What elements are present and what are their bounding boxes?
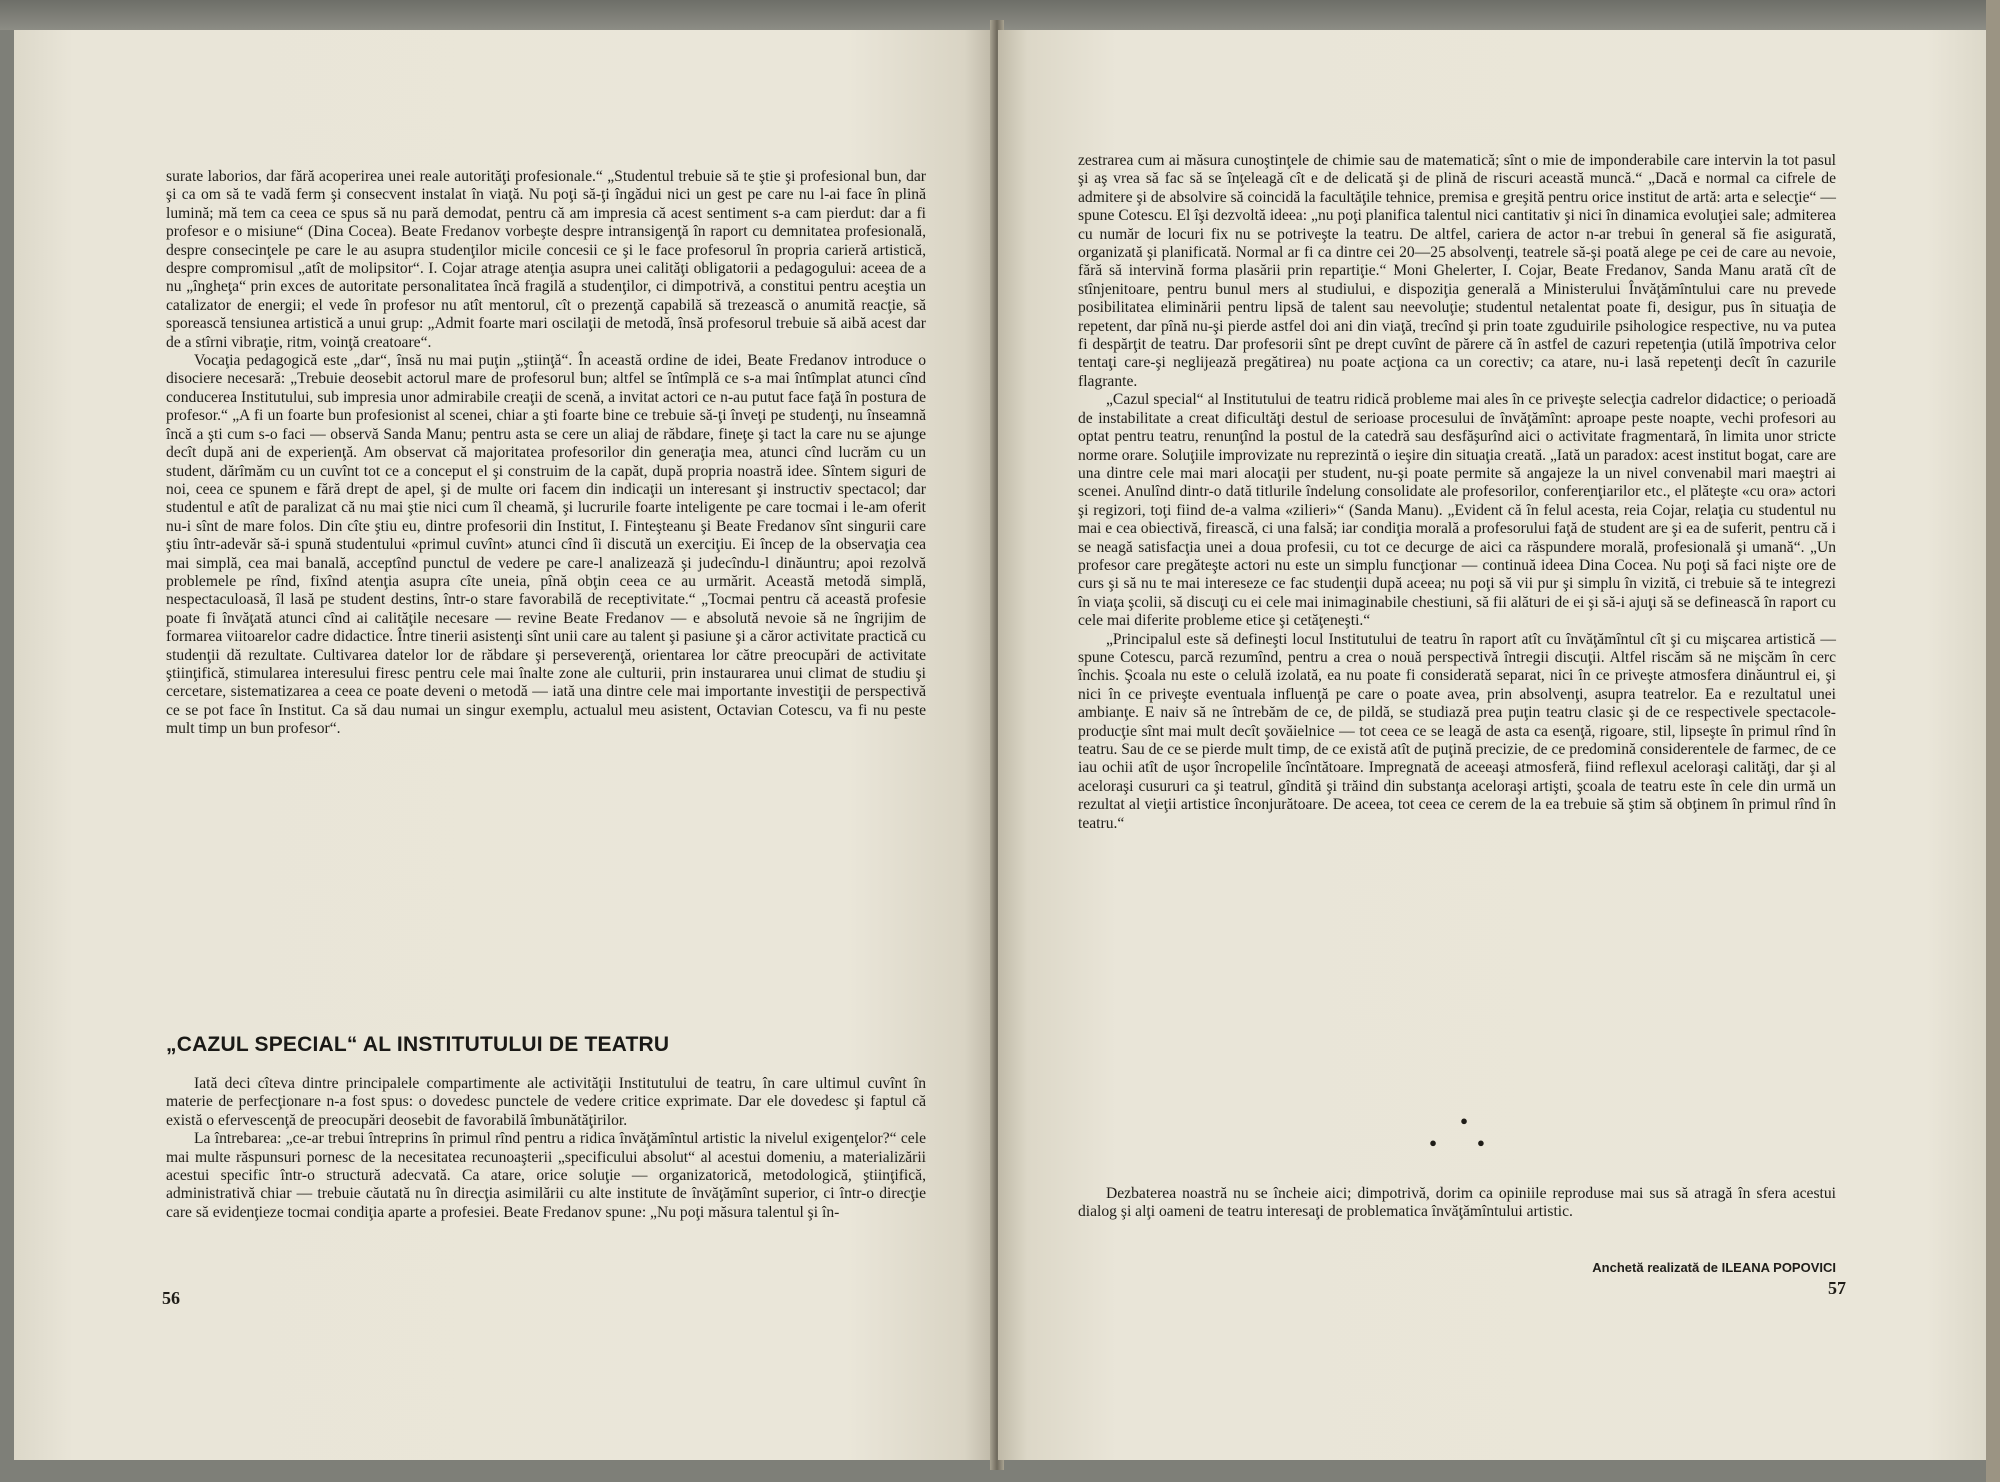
paragraph: Iată deci cîteva dintre principalele compartimente ale activităţii Institutului de teatru, în care ultimul cuvînt în materie de perfecţionare n-a fost spus: o dovedesc punctele de vedere critice exprimate. Dar ele dovedesc şi faptul că există o efervescenţă de preocupări deosebit de favorabilă îmbunătăţirilor. — [166, 1075, 926, 1129]
paragraph: „Cazul special“ al Institutului de teatru ridică probleme mai ales în ce priveşte selecţia cadrelor didactice; o perioadă de instabilitate a creat dificultăţi destul de serioase procesului de învăţămînt: aproape peste noapte, vechi profesori au optat pentru teatru, renunţînd la postul de la catedră sau desfăşurînd aici o activitate fragmentară, în limita unor stricte norme orare. Soluţiile improvizate nu reprezintă o ieşire din situaţia creată. „Iată un paradox: acest institut bogat, care are una dintre cele mai mari alocaţii per student, nu-şi poate permite să angajeze la un nivel convenabil mari maeştri ai scenei. Anulînd dintr-o dată titlurile îndelung consolidate ale profesorilor, conferenţiarilor etc., el plăteşte «cu ora» actori şi regizori, toţi fiind de-a valma «zilieri»“ (Sanda Manu). „Evident că în felul acesta, reia Cojar, relaţia cu studentul nu mai e cea obiectivă, firească, ci una falsă; iar condiţia morală a profesorului faţă de student are şi ea de suferit, pentru că i se neagă satisfacţia unei a doua profesii, cu tot ce decurge de aici ca răspundere morală, profesională şi umană“. „Un profesor care pregăteşte actori nu este un simplu funcţionar — continuă ideea Dina Cocea. Nu poţi să faci nişte ore de curs şi să nu te mai intereseze ce fac studenţii după aceea; nu poţi să vii pur şi simplu în vizită, ci trebuie să te integrezi în viaţa şcolii, să discuţi cu ei cele mai inimaginabile chestiuni, să fii alături de ei şi să-i ajuţi să se definească în raport cu cele mai diferite probleme etice şi cetăţeneşti.“ — [1078, 391, 1836, 630]
paragraph: La întrebarea: „ce-ar trebui întreprins în primul rînd pentru a ridica învăţămîntul artistic la nivelul exigenţelor?“ cele mai multe răspunsuri pornesc de la necesitatea recunoaşterii „specificului absolut“ al acestui domeniu, a materializării acestui specific într-o structură adecvată. Ca atare, orice soluţie — organizatorică, metodologică, ştiinţifică, administrativă chiar — trebuie căutată nu în direcţia asimilării cu alte institute de învăţămînt superior, ci într-o direcţie care să evidenţieze tocmai condiţia aparte a profesiei. Beate Fredanov spune: „Nu poţi măsura talentul şi în- — [166, 1130, 926, 1221]
page-number: 56 — [162, 1288, 180, 1308]
page-number: 57 — [1828, 1278, 1846, 1298]
book-cover-edge — [1986, 0, 2000, 1482]
right-page — [998, 30, 1986, 1460]
paragraph: surate laborios, dar fără acoperirea unei reale autorităţi profesionale.“ „Studentul trebuie să te ştie şi profesional bun, dar şi ca om să te vadă ferm şi consecvent instalat în viaţă. Nu poţi să-ţi îngădui nici un gest pe care nu l-ai face în plină lumină; mă tem ca ceea ce spus să nu pară demodat, pentru că am impresia că acest sentiment s-a cam pierdut: dar a fi profesor e o misiune“ (Dina Cocea). Beate Fredanov vorbeşte despre intransigenţă în raport cu demnitatea profesională, despre consecinţele pe care le au asupra studenţilor micile concesii ce şi le face profesorul în propria carieră artistică, despre compromisul „atît de molipsitor“. I. Cojar atrage atenţia asupra unei calităţi obligatorii a pedagogului: aceea de a nu „îngheţa“ prin exces de autoritate personalitatea încă fragilă a studenţilor, ci dimpotrivă, a constitui pentru aceştia un catalizator de energii; el vede în profesor nu atît mentorul, cît o prezenţă capabilă să trezească o anumită reacţie, să sporească tensiunea artistică a unui grup: „Admit foarte mari oscilaţii de metodă, însă profesorul trebuie să aibă acest dar de a stîrni vibraţie, ritm, voinţă creatoare“. — [166, 168, 926, 351]
left-page-section-body — [166, 1075, 926, 1222]
star-icon: ● — [1460, 1113, 1468, 1128]
closing-note — [1078, 1185, 1836, 1222]
left-page — [14, 30, 994, 1460]
paragraph: zestrarea cum ai măsura cunoştinţele de chimie sau de matematică; sînt o mie de imponderabile care intervin la tot pasul şi aş vrea să fac să se înţeleagă cît e de delicată şi de plină de riscuri această muncă.“ „Dacă e normal ca cifrele de admitere şi de absolvire să coincidă la facultăţile tehnice, premisa e greşită pentru orice institut de artă: arta e selecţie“ — spune Cotescu. El îşi dezvoltă ideea: „nu poţi planifica talentul nici cantitativ şi nici în dinamica evoluţiei sale; admiterea cu număr de locuri fix nu se potriveşte la teatru. De altfel, cariera de actor n-ar trebui în general să fie asigurată, organizată şi planificată. Normal ar fi ca dintre cei 20—25 absolvenţi, teatrele să-şi poată alege pe cei de care au nevoie, fără să intervină forma plasării prin repartiţie.“ Moni Ghelerter, I. Cojar, Beate Fredanov, Sanda Manu arată cît de stînjenitoare, pentru bunul mers al studiului, e dispoziţia generală a Ministerului Învăţămîntului care nu prevede posibilitatea eliminării pentru lipsă de talent sau neevoluţie; studentul netalentat poate fi, desigur, pus în situaţia de repetent, dar pînă nu-şi pierde astfel doi ani din viaţă, trecînd şi prin toate zguduirile psihologice respective, nu va putea fi despărţit de teatru. Dar profesorii sînt pe drept cuvînt de părere că în astfel de cazuri repetenţia (utilă împotriva celor tentaţi care-şi neglijează pregătirea) nu poate acţiona ca un corectiv; ca atare, nu-i lasă repetenţi decît în cazurile flagrante. — [1078, 152, 1836, 390]
right-page-body — [1078, 152, 1836, 833]
paragraph: „Principalul este să defineşti locul Institutului de teatru în raport atît cu învăţămîntul cît şi cu mişcarea artistică — spune Cotescu, parcă rezumînd, pentru a crea o nouă perspectivă întregii discuţii. Altfel riscăm să ne mişcăm în cerc închis. Şcoala nu este o celulă izolată, ea nu poate fi considerată separat, nici în ce priveşte atmosfera dinăuntrul ei, şi nici în ce priveşte eventuala influenţă pe care o poate avea, prin absolvenţi, asupra teatrelor. Ea e rezultatul unei ambianţe. E naiv să ne întrebăm de ce, de pildă, se studiază prea puţin teatru clasic şi de ce respectivele spectacole-producţie sînt mai mult decît şovăielnice — tot ceea ce se leagă de asta ca esenţă, rigoare, stil, lipseşte în primul rînd în teatru. Sau de ce se pierde mult timp, de ce există atît de puţină precizie, de ce predomină considerentele de farmec, de ce iau ochii atît de uşor încropelile încîntătoare. Impregnată de aceeaşi atmosferă, fiind reflexul aceloraşi calităţi, dar şi al aceloraşi cusururi ca şi teatrul, gîndită şi trăind din substanţa aceloraşi artişti, şcoala de teatru este în cele din urmă un rezultat al vieţii artistice înconjurătoare. De aceea, tot ceea ce cerem de la ea trebuie să ştim să obţinem în primul rînd în teatru.“ — [1078, 630, 1836, 832]
left-page-body — [166, 168, 926, 739]
section-heading: „CAZUL SPECIAL“ AL INSTITUTULUI DE TEATRU — [166, 1033, 670, 1056]
paragraph: Vocaţia pedagogică este „dar“, însă nu mai puţin „ştiinţă“. În această ordine de idei, Beate Fredanov introduce o disociere necesară: „Trebuie deosebit actorul mare de profesorul bun; altfel se întîmplă ce s-a mai întîmplat atunci cînd conducerea Institutului, sub impresia unor admirabile creaţii de scenă, a invitat actori ce n-au putut face faţă în postura de profesor.“ „A fi un foarte bun profesionist al scenei, chiar a şti foarte bine ce trebuie să-ţi înveţi pe studenţi, nu înseamnă încă a şti cum s-o faci — observă Sanda Manu; pentru asta se cere un aliaj de răbdare, fineţe şi tact la care nu se ajunge decît după ani de experienţă. Am observat că majoritatea profesorilor din generaţia mea, atunci cînd lucrăm cu un student, dărîmăm cu un cuvînt tot ce a conceput el şi construim de la capăt, după propria noastră idee. Sîntem siguri de noi, ceea ce spunem e fără drept de apel, şi de multe ori facem din indicaţii un interesant şi instructiv spectacol; dar studentul e atît de paralizat că nu mai ştie nici cum îl cheamă, şi lucrurile foarte inteligente pe care tocmai i le-am oferit nu-i sînt de mare folos. Din cîte ştiu eu, dintre profesorii din Institut, I. Finteşteanu şi Beate Fredanov sînt singurii care ştiu într-adevăr să-i spună studentului «primul cuvînt» atunci cînd îi discută un exerciţiu. Ei încep de la observaţia cea mai simplă, cea mai banală, acceptînd punctul de vedere pe care-l analizează şi judecîndu-l dinăuntru; apoi rezolvă problemele pe rînd, fixînd atenţia asupra cîte uneia, pînă obţin ceea ce au urmărit. Această metodă simplă, nespectaculoasă, îl lasă pe student destins, într-o stare favorabilă de receptivitate.“ „Tocmai pentru că această profesie poate fi învăţată atunci cînd ai calităţile necesare — revine Beate Fredanov — e absolută nevoie să ne îngrijim de formarea viitoarelor cadre didactice. Între tinerii asistenţi sînt unii care au talent şi pasiune şi a căror activitate practică cu studenţii dă rezultate. Cultivarea datelor lor de răbdare şi perseverenţă, orientarea lor către preocupări de activitate ştiinţifică, stimularea interesului firesc pentru cele mai înalte zone ale culturii, prin instaurarea unui climat de studiu şi cercetare, sistematizarea a ceea ce poate deveni o metodă — iată una dintre cele mai importante investiţii de perspectivă ce se pot face în Institut. Ca să dau numai un singur exemplu, actualul meu asistent, Octavian Cotescu, va fi nu peste mult timp un bun profesor“. — [166, 352, 926, 738]
paragraph: Dezbaterea noastră nu se încheie aici; dimpotrivă, dorim ca opiniile reproduse mai sus să atragă în sfera acestui dialog şi alţi oameni de teatru interesaţi de problematica învăţămîntului artistic. — [1078, 1185, 1836, 1221]
author-byline: Anchetă realizată de ILEANA POPOVICI — [1592, 1260, 1836, 1275]
star-icon: ●● — [1429, 1135, 1525, 1150]
section-separator-stars — [1078, 1110, 1836, 1154]
